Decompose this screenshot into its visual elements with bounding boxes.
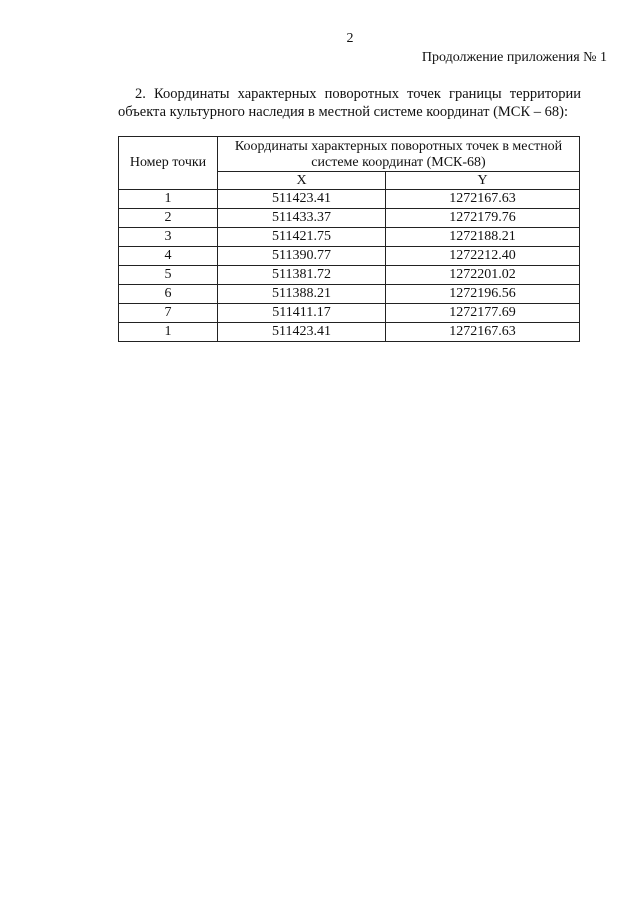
x-coordinate-cell: 511388.21 <box>218 285 386 304</box>
point-number-cell: 1 <box>119 323 218 342</box>
x-column-header: X <box>218 172 386 190</box>
point-number-cell: 2 <box>119 209 218 228</box>
x-coordinate-cell: 511411.17 <box>218 304 386 323</box>
y-column-header: Y <box>386 172 580 190</box>
y-coordinate-cell: 1272179.76 <box>386 209 580 228</box>
table-row <box>119 323 580 342</box>
point-number-cell: 1 <box>119 190 218 209</box>
section-heading <box>118 85 581 121</box>
table-row <box>119 304 580 323</box>
table-header-row <box>119 137 580 172</box>
x-coordinate-cell: 511421.75 <box>218 228 386 247</box>
y-coordinate-cell: 1272167.63 <box>386 190 580 209</box>
point-number-cell: 5 <box>119 266 218 285</box>
x-coordinate-cell: 511423.41 <box>218 190 386 209</box>
point-number-cell: 7 <box>119 304 218 323</box>
table-row <box>119 209 580 228</box>
table-row <box>119 190 580 209</box>
table-row <box>119 228 580 247</box>
coordinates-table <box>118 136 580 342</box>
table-row <box>119 266 580 285</box>
section-heading-line-1: 2. Координаты характерных поворотных точек границы территории <box>135 86 581 102</box>
x-coordinate-cell: 511381.72 <box>218 266 386 285</box>
point-number-cell: 3 <box>119 228 218 247</box>
coordinates-group-header: Координаты характерных поворотных точек в местной системе координат (МСК-68) <box>218 137 580 172</box>
y-coordinate-cell: 1272188.21 <box>386 228 580 247</box>
x-coordinate-cell: 511390.77 <box>218 247 386 266</box>
y-coordinate-cell: 1272196.56 <box>386 285 580 304</box>
x-coordinate-cell: 511433.37 <box>218 209 386 228</box>
point-number-cell: 4 <box>119 247 218 266</box>
point-number-header: Номер точки <box>119 137 218 190</box>
page-number: 2 <box>346 31 354 46</box>
point-number-cell: 6 <box>119 285 218 304</box>
table-row <box>119 247 580 266</box>
section-heading-line-2: объекта культурного наследия в местной системе координат (МСК – 68): <box>118 104 568 120</box>
x-coordinate-cell: 511423.41 <box>218 323 386 342</box>
y-coordinate-cell: 1272167.63 <box>386 323 580 342</box>
y-coordinate-cell: 1272177.69 <box>386 304 580 323</box>
table-row <box>119 285 580 304</box>
y-coordinate-cell: 1272212.40 <box>386 247 580 266</box>
appendix-continuation-note: Продолжение приложения № 1 <box>421 50 607 65</box>
y-coordinate-cell: 1272201.02 <box>386 266 580 285</box>
